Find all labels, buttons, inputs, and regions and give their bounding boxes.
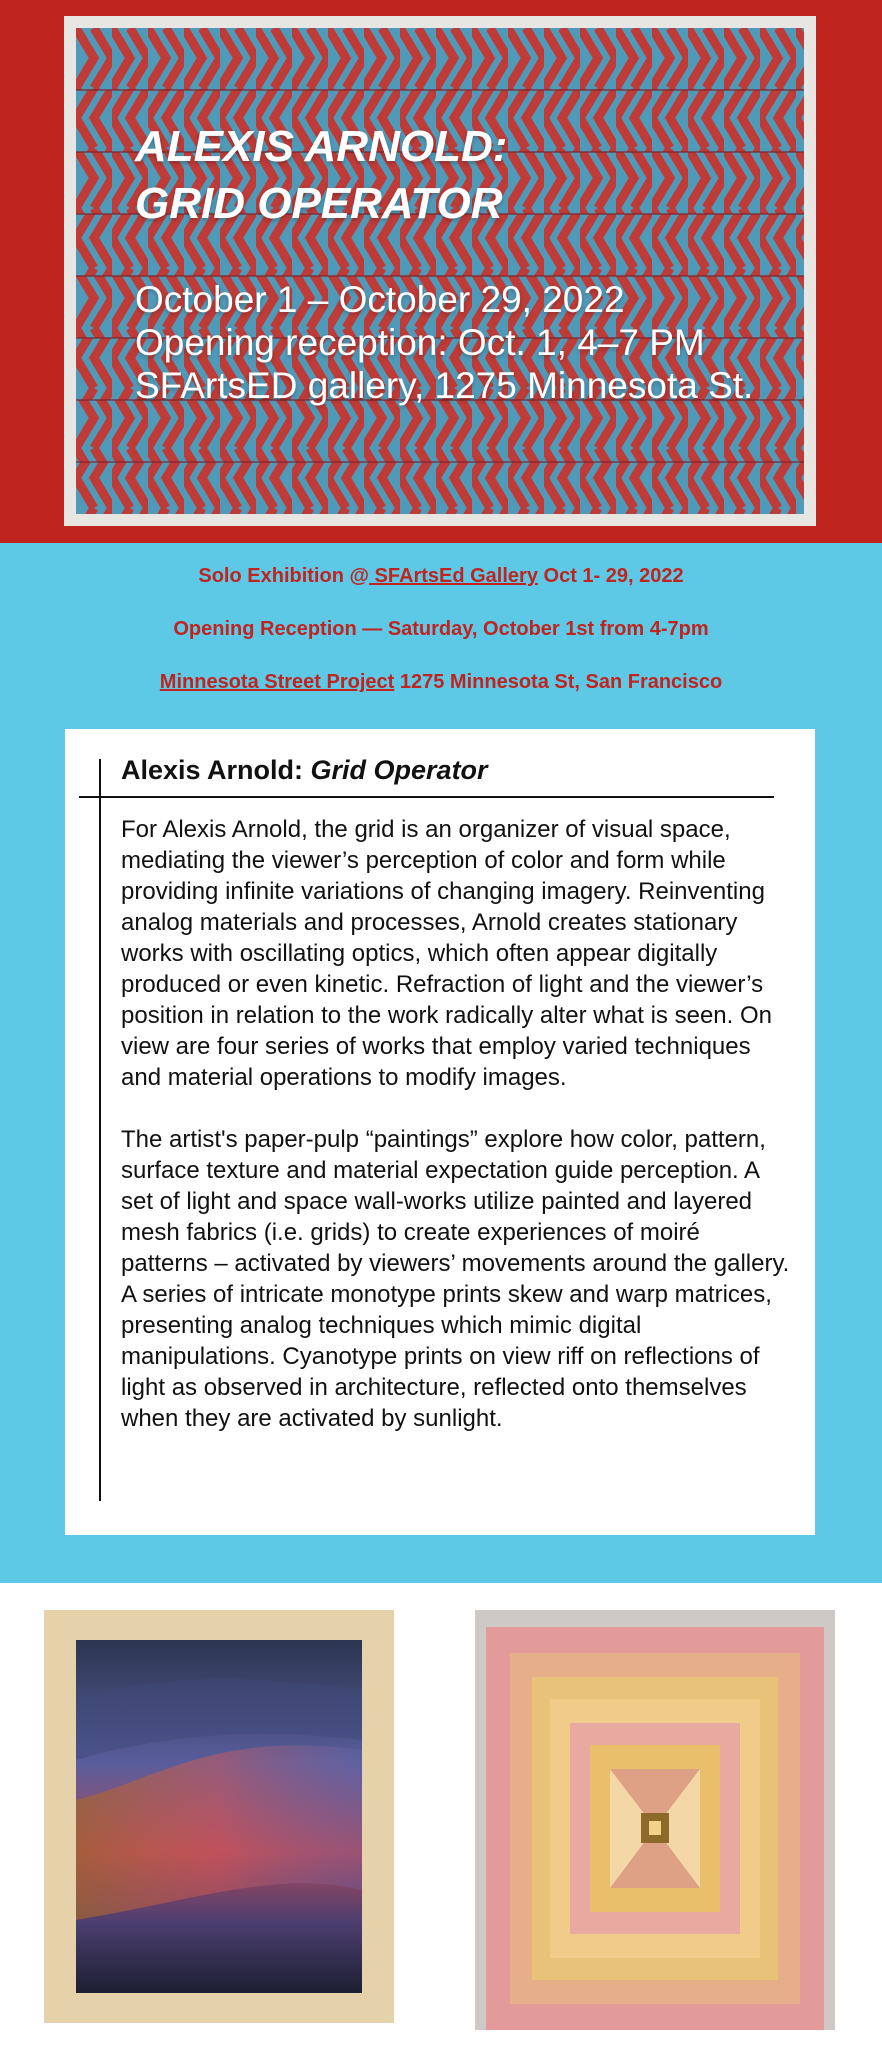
hero-title [135,118,753,232]
artwork-image-2 [475,1610,835,2030]
hero-banner [0,0,882,543]
info-section [0,543,882,1583]
opening-reception-line: Opening Reception — Saturday, October 1st from 4-7pm [173,618,709,640]
sfartsed-gallery-link[interactable]: SFArtsEd Gallery [368,565,538,587]
minnesota-street-project-link[interactable]: Minnesota Street Project [159,671,395,693]
card-horizontal-rule [79,796,774,798]
artwork-image-1 [44,1610,394,2023]
hero-title-line-1: ALEXIS ARNOLD: [135,122,508,171]
description-card [65,729,815,1535]
card-paragraph-2: The artist's paper-pulp “paintings” explore how color, pattern, surface texture and material expectation guide perception. A set of light and space wall-works utilize painted and layered mesh fabrics (i.e. grids) to create experiences of moiré patterns – activated by viewers’ movements around the gallery. A series of intricate monotype prints skew and warp matrices, presenting analog techniques which mimic digital manipulations. Cyanotype prints on view riff on reflections of light as observed in architecture, reflected onto themselves when they are activated by sunlight. [121,1126,790,1432]
address-text: 1275 Minnesota St, San Francisco [394,671,723,693]
hero-dates: October 1 – October 29, 2022 [135,279,625,320]
exhibition-prefix: Solo Exhibition @ [198,565,369,587]
hero-text-block [135,118,753,407]
artwork-gallery [0,1583,882,2058]
card-body [121,814,791,1465]
hero-event-details [135,278,753,407]
exhibition-line [0,565,882,588]
card-paragraph-1: For Alexis Arnold, the grid is an organizer of visual space, mediating the viewer’s perception of color and form while providing infinite variations of changing imagery. Reinventing analog materials and processes, Arnold creates stationary works with oscillating optics, which often appear digitally produced or even kinetic. Refraction of light and the viewer’s position in relation to the work radically alter what is seen. On view are four series of works that employ varied techniques and material operations to modify images. [121,816,772,1091]
card-vertical-rule [99,759,101,1501]
exhibition-dates: Oct 1- 29, 2022 [537,565,684,587]
card-title [121,755,488,786]
card-title-italic: Grid Operator [310,755,488,785]
hero-venue: SFArtsED gallery, 1275 Minnesota St. [135,365,754,406]
hero-reception: Opening reception: Oct. 1, 4–7 PM [135,322,705,363]
card-title-plain: Alexis Arnold: [121,755,311,785]
address-line [0,671,882,694]
hero-title-line-2: GRID OPERATOR [135,179,503,228]
